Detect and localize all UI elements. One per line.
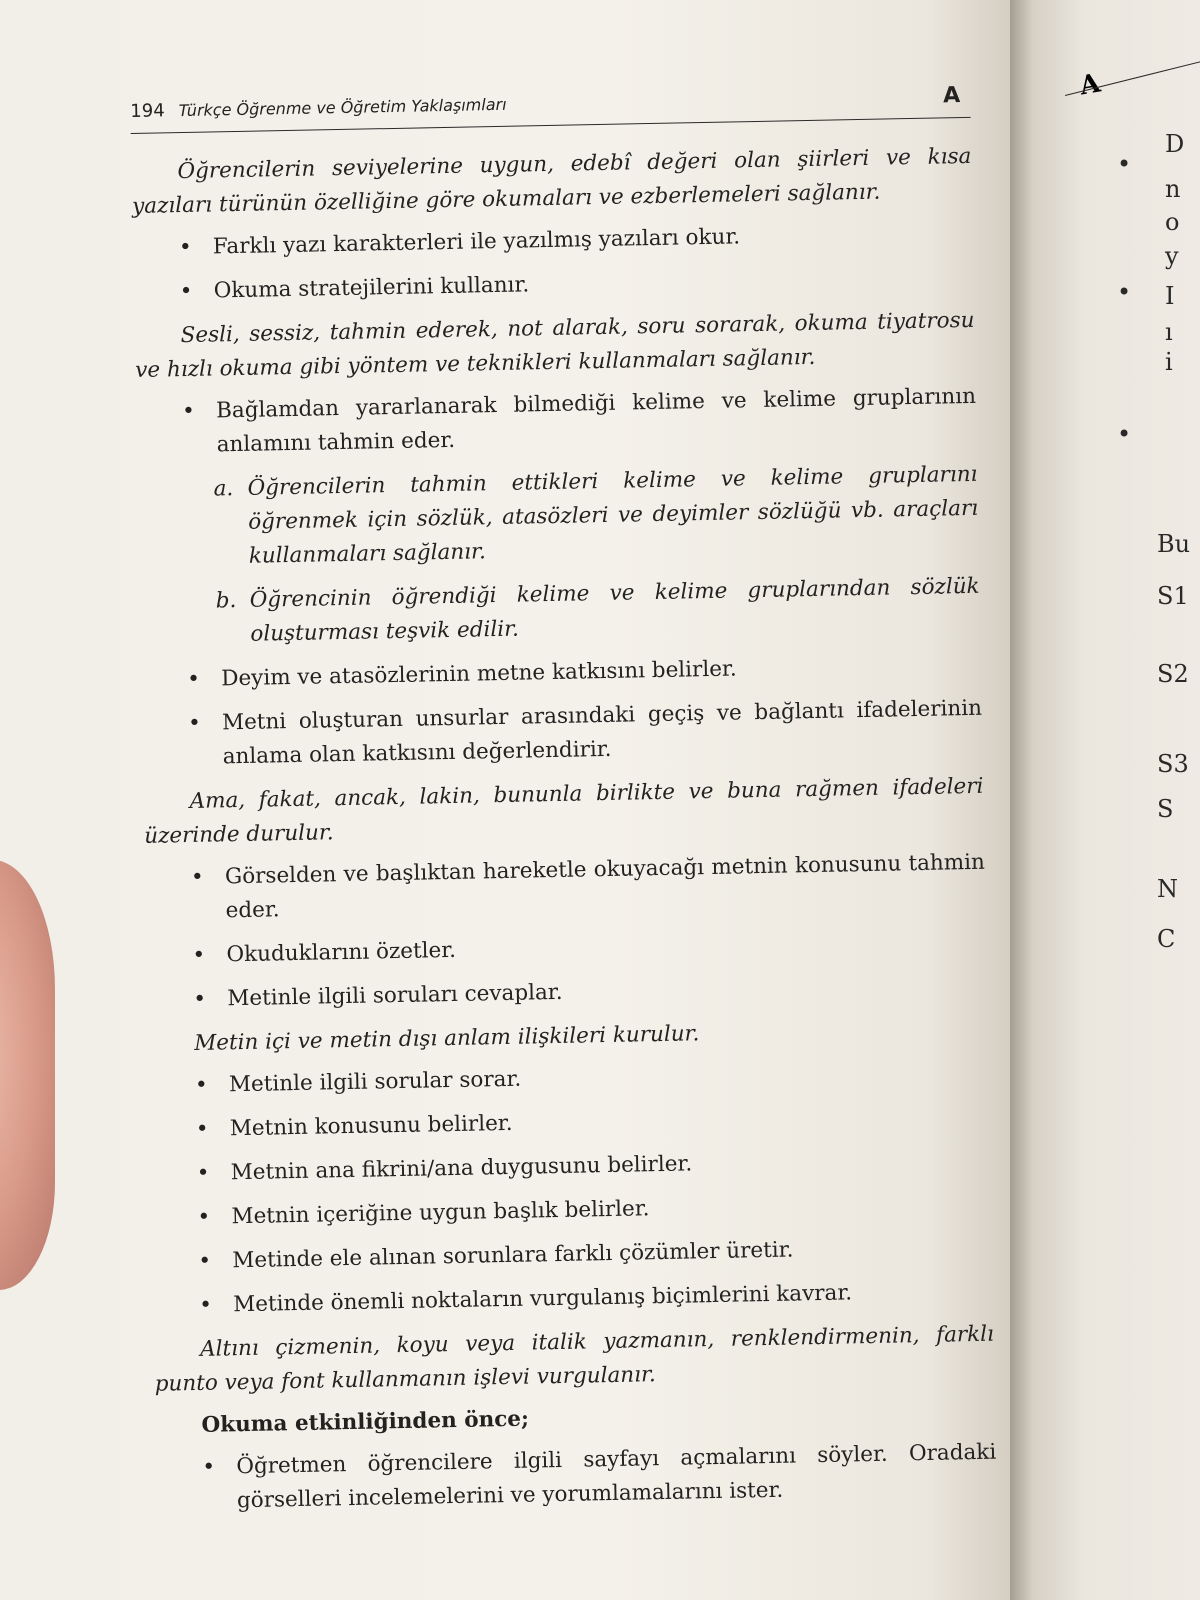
sub-item bbox=[137, 458, 979, 576]
bullet-list bbox=[133, 216, 974, 310]
bullet-item: • Metinde ele alınan sorunlara farklı çözümler üretir. bbox=[152, 1230, 992, 1280]
right-page-fragment: S bbox=[1157, 795, 1174, 823]
bullet-item: • Metinle ilgili sorular sorar. bbox=[149, 1054, 989, 1104]
right-page-fragment: n bbox=[1165, 175, 1181, 203]
bullet-item: • Farklı yazı karakterleri ile yazılmış yazıları okur. bbox=[133, 216, 973, 266]
page-number: 194 bbox=[130, 100, 165, 122]
thumb-holding-page bbox=[0, 860, 55, 1290]
right-page-fragment: i bbox=[1165, 348, 1173, 376]
right-page-fragment: D bbox=[1165, 130, 1185, 158]
bullet-list bbox=[145, 846, 988, 1018]
sub-item bbox=[139, 570, 980, 654]
sub-item-text: Öğrencinin öğrendiği kelime ve kelime gruplarından sözlük oluşturması teşvik edilir. bbox=[249, 573, 980, 647]
bullet-list bbox=[156, 1436, 997, 1520]
right-page-fragment: I bbox=[1165, 282, 1175, 310]
right-page-fragment: o bbox=[1165, 208, 1180, 236]
bullet-item: • Metnin ana fikrini/ana duygusunu belirler. bbox=[150, 1142, 990, 1192]
right-page-fragment: ı bbox=[1165, 318, 1173, 346]
sub-list bbox=[137, 458, 980, 654]
right-page-fragment: S2 bbox=[1157, 660, 1189, 688]
bullet-item: • Okuduklarını özetler. bbox=[146, 924, 986, 974]
italic-paragraph: Ama, fakat, ancak, lakin, bununla birlikte ve buna rağmen ifadeleri üzerinde durulur. bbox=[143, 773, 984, 849]
right-page-fragment: S1 bbox=[1157, 582, 1189, 610]
italic-paragraph: Metin içi ve metin dışı anlam ilişkileri kurulur. bbox=[193, 1021, 700, 1056]
sub-item-text: Öğrencilerin tahmin ettikleri kelime ve kelime gruplarını öğrenmek için sözlük, atasözleri ve deyimler sözlüğü vb. araçları kullanmaları sağlanır. bbox=[247, 461, 979, 569]
right-page-bullet: • bbox=[1117, 278, 1132, 306]
bullet-item: • Öğretmen öğrencilere ilgili sayfayı açmalarını söyler. Oradaki görselleri incelemelerini ve yorumlamalarını ister. bbox=[156, 1436, 997, 1520]
bullet-list bbox=[149, 1054, 994, 1324]
bullet-item: • Deyim ve atasözlerinin metne katkısını belirler. bbox=[141, 648, 981, 698]
section-heading: Okuma etkinliğinden önce; bbox=[201, 1406, 530, 1438]
right-page-fragment: Bu bbox=[1157, 530, 1191, 558]
bullet-item: • Metnin içeriğine uygun başlık belirler. bbox=[151, 1186, 991, 1236]
right-page-bullet: • bbox=[1117, 150, 1132, 178]
page-content bbox=[130, 79, 997, 1530]
bullet-item: • Metinde önemli noktaların vurgulanış biçimlerini kavrar. bbox=[153, 1274, 993, 1324]
book-title: Türkçe Öğrenme ve Öğretim Yaklaşımları bbox=[178, 94, 507, 121]
bullet-item: • Metnin konusunu belirler. bbox=[150, 1098, 990, 1148]
bullet-list bbox=[141, 648, 983, 776]
right-page-fragment: S3 bbox=[1157, 750, 1189, 778]
right-page-fragment: y bbox=[1165, 242, 1179, 270]
sub-item-letter: a. bbox=[213, 476, 234, 502]
italic-paragraph: Altını çizmenin, koyu veya italik yazmanın, renklendirmenin, farklı punto veya font kullanmanın işlevi vurgulanır. bbox=[154, 1321, 995, 1397]
bullet-list bbox=[136, 380, 977, 464]
right-page-fragment: C bbox=[1157, 925, 1176, 953]
publisher-logo: A bbox=[942, 83, 961, 109]
body-text bbox=[131, 140, 997, 1520]
sub-item-letter: b. bbox=[215, 588, 237, 614]
right-page-bullet: • bbox=[1117, 420, 1132, 448]
italic-paragraph: Sesli, sessiz, tahmin ederek, not alarak, soru sorarak, okuma tiyatrosu ve hızlı okuma gibi yöntem ve teknikleri kullanmaları sağlanır. bbox=[135, 307, 975, 383]
bullet-item: • Bağlamdan yararlanarak bilmediği kelime ve kelime gruplarının anlamını tahmin eder. bbox=[136, 380, 977, 464]
bullet-item: • Metni oluşturan unsurlar arasındaki geçiş ve bağlantı ifadelerinin anlama olan katkısını değerlendirir. bbox=[142, 692, 983, 776]
bullet-item: • Metinle ilgili soruları cevaplar. bbox=[147, 968, 987, 1018]
bullet-item: • Okuma stratejilerini kullanır. bbox=[133, 260, 973, 310]
italic-paragraph: Öğrencilerin seviyelerine uygun, edebî değeri olan şiirleri ve kısa yazıları türünün özelliğine göre okumaları ve ezberlemeleri sağlanır. bbox=[131, 143, 972, 219]
right-page-fragment: N bbox=[1157, 875, 1178, 903]
bullet-item: • Görselden ve başlıktan hareketle okuyacağı metnin konusunu tahmin eder. bbox=[145, 846, 986, 930]
right-publisher-logo: A bbox=[1077, 68, 1103, 102]
